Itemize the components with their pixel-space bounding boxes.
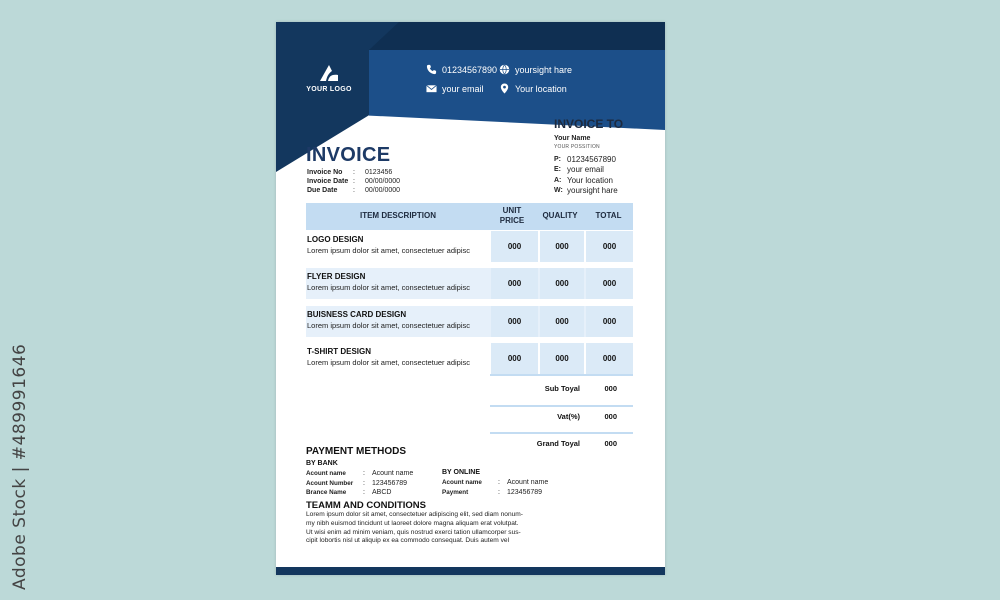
header-email (426, 83, 484, 94)
invoice-number-row: Invoice No : 0123456 (307, 169, 393, 176)
client-address-row: A: Your location (554, 175, 613, 185)
terms-line: cipit lobortis nisl ut aliquip ex ea commodo consequat. Duis autem vel (306, 537, 510, 545)
item-name: T-SHIRT DESIGN (307, 347, 372, 356)
terms-line: Ut wisi enim ad minim veniam, quis nostrud exerci tation ullamcorper sus- (306, 528, 521, 536)
invoice-page (276, 22, 665, 575)
item-unit-price: 000 (491, 268, 538, 299)
grand-total-value: 000 (604, 439, 617, 448)
payment-methods-title: PAYMENT METHODS (306, 446, 407, 457)
header-phone (426, 64, 497, 75)
terms-line: my nibh euismod tincidunt ut laoreet dolore magna aliquam erat volutpat. (306, 519, 519, 527)
invoice-date-row: Invoice Date : 00/00/0000 (307, 178, 401, 186)
bank-branch-row: Brance Name : ABCD (306, 489, 392, 496)
logo-mark-icon (319, 64, 339, 82)
company-logo (304, 64, 354, 93)
bank-account-name-row: Acount name : Acount name (306, 470, 414, 477)
online-payment-row: Payment : 123456789 (442, 488, 543, 496)
due-date-row: Due Date : 00/00/0000 (307, 187, 401, 195)
client-phone-row: P: 01234567890 (554, 155, 616, 164)
client-contact-list (554, 155, 618, 196)
bank-account-number-row: Acount Number : 123456789 (306, 479, 408, 487)
item-total: 000 (586, 343, 633, 374)
header-website (499, 64, 572, 75)
header-unit-price: UNIT PRICE (499, 206, 525, 225)
header-item-description: ITEM DESCRIPTION (359, 211, 436, 220)
terms-line: Lorem ipsum dolor sit amet, consectetuer adipiscing elit, sed diam nonum- (306, 511, 523, 518)
online-account-name-row: Acount name : Acount name (442, 479, 549, 486)
grand-total-row (490, 433, 633, 455)
table-row (306, 231, 633, 262)
item-total: 000 (586, 268, 633, 299)
client-website-row: W: yoursight hare (554, 185, 618, 195)
item-text: Lorem ipsum dolor sit amet, consectetuer adipisc (307, 358, 470, 367)
stock-id-label: Adobe Stock | #489991646 (10, 343, 30, 590)
item-text: Lorem ipsum dolor sit amet, consectetuer adipisc (307, 321, 470, 330)
item-unit-price: 000 (491, 306, 538, 337)
email-text: your email (442, 83, 484, 94)
globe-icon (499, 64, 510, 75)
invoice-to-title: INVOICE TO (554, 117, 624, 131)
logo-text: YOUR LOGO (306, 86, 352, 93)
invoice-title: INVOICE (306, 144, 391, 166)
item-name: BUISNESS CARD DESIGN (307, 310, 407, 319)
terms-text (306, 511, 536, 546)
by-online-title: BY ONLINE (442, 469, 480, 476)
item-quality: 000 (540, 306, 584, 337)
phone-text: 01234567890 (442, 64, 498, 75)
website-text: yoursight hare (515, 64, 573, 75)
subtotal-row (490, 378, 633, 400)
header-quality: QUALITY (542, 211, 578, 220)
location-text: Your location (515, 83, 567, 94)
by-bank-title: BY BANK (306, 460, 338, 467)
online-details (442, 478, 548, 497)
table-row (306, 343, 633, 374)
header-total: TOTAL (595, 211, 622, 220)
terms-title: TEAMM AND CONDITIONS (306, 500, 426, 511)
invoice-meta (307, 168, 400, 196)
item-text: Lorem ipsum dolor sit amet, consectetuer adipisc (307, 283, 470, 292)
table-row (306, 268, 633, 299)
footer-bar (276, 567, 665, 575)
item-quality: 000 (540, 343, 584, 374)
item-name: FLYER DESIGN (307, 272, 366, 281)
email-icon (426, 83, 437, 94)
item-quality: 000 (540, 268, 584, 299)
subtotal-value: 000 (604, 384, 617, 393)
subtotal-label: Sub Toyal (544, 384, 580, 393)
phone-icon (426, 64, 437, 75)
header-top-band (369, 22, 665, 50)
vat-label: Vat(%) (557, 412, 580, 421)
item-unit-price: 000 (491, 231, 538, 262)
item-total: 000 (586, 231, 633, 262)
location-pin-icon (499, 83, 510, 94)
item-name: LOGO DESIGN (307, 235, 364, 244)
header-location (499, 83, 567, 94)
vat-row (490, 406, 633, 428)
item-quality: 000 (540, 231, 584, 262)
client-name: Your Name (554, 135, 591, 142)
vat-value: 000 (604, 412, 617, 421)
item-unit-price: 000 (491, 343, 538, 374)
item-total: 000 (586, 306, 633, 337)
table-row (306, 306, 633, 337)
items-table-header (306, 203, 633, 230)
bank-details (306, 469, 413, 498)
client-email-row: E: your email (554, 165, 604, 175)
client-position: YOUR POSSITION (554, 144, 600, 150)
item-text: Lorem ipsum dolor sit amet, consectetuer adipisc (307, 246, 470, 255)
grand-total-label: Grand Toyal (536, 439, 580, 448)
table-bottom-line (490, 374, 633, 376)
